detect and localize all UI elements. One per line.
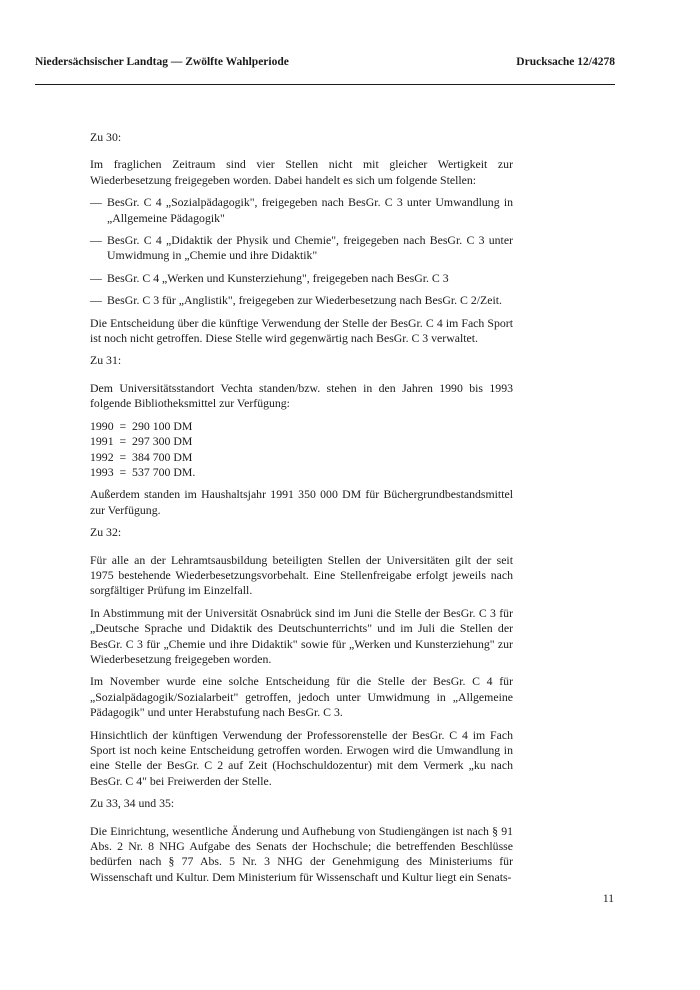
section-heading: Zu 33, 34 und 35: xyxy=(90,796,175,811)
dash-list-item xyxy=(90,293,513,308)
paragraph: Außerdem standen im Haushaltsjahr 1991 350 000 DM für Büchergrundbestandsmittel zur Verfügung. xyxy=(90,487,513,517)
paragraph: Im November wurde eine solche Entscheidung für die Stelle der BesGr. C 4 für „Sozialpädagogik/Sozialarbeit" getroffen, jedoch unter Umwidmung in „Allgemeine Pädagogik" und unter Herabstufung nach BesGr. C 3. xyxy=(90,674,513,720)
page-number: 11 xyxy=(602,893,614,905)
dash-list-item-text: BesGr. C 4 „Werken und Kunsterziehung", freigegeben nach BesGr. C 3 xyxy=(107,270,449,285)
section-heading: Zu 30: xyxy=(90,130,122,144)
paragraph: Dem Universitätsstandort Vechta standen/bzw. stehen in den Jahren 1990 bis 1993 folgende Bibliotheksmittel zur Verfügung: xyxy=(90,380,513,411)
page-header xyxy=(35,56,615,68)
document-body xyxy=(90,130,513,892)
dash-list-item-text: BesGr. C 3 für „Anglistik", freigegeben zur Wiederbesetzung nach BesGr. C 2/Zeit. xyxy=(107,293,502,308)
header-rule xyxy=(35,84,615,85)
paragraph: Im fraglichen Zeitraum sind vier Stellen nicht mit gleicher Wertigkeit zur Wiederbesetzung freigegeben worden. Dabei handelt es sich um folgende Stellen: xyxy=(90,157,513,187)
dash-list-item xyxy=(90,195,513,226)
section-heading: Zu 32: xyxy=(90,525,122,540)
paragraph: Die Entscheidung über die künftige Verwendung der Stelle der BesGr. C 4 im Fach Sport ist noch nicht getroffen. Diese Stelle wird gegenwärtig nach BesGr. C 3 verwaltet. xyxy=(90,315,513,346)
paragraph: Für alle an der Lehramtsausbildung beteiligten Stellen der Universitäten gilt der seit 1975 bestehende Wiederbesetzungsvorbehalt. Eine Stellenfreigabe erfolgt jeweils nach sorgfältiger Prüfung im Einzelfall. xyxy=(90,552,513,598)
dash-bullet-icon: — xyxy=(90,195,102,210)
paragraph: Hinsichtlich der künftigen Verwendung der Professorenstelle der BesGr. C 4 im Fach Sport ist noch keine Entscheidung getroffen worden. Erwogen wird die Umwandlung in eine Stelle der BesGr. C 2 auf Zeit (Hochschuldozentur) mit dem Vermerk „ku nach BesGr. C 4" bei Freiwerden der Stelle. xyxy=(90,727,513,788)
dash-list-item xyxy=(90,271,513,286)
library-funds-line: 1990 = 290 100 DM xyxy=(90,418,193,433)
section-heading: Zu 31: xyxy=(90,353,122,368)
paragraph: In Abstimmung mit der Universität Osnabrück sind im Juni die Stelle der BesGr. C 3 für „Deutsche Sprache und Didaktik des Deutschunterrichts" und im Juli die Stellen der BesGr. C 3 für „Chemie und ihre Didaktik" sowie für „Werken und Kunsterziehung" zur Wiederbesetzung freigegeben worden. xyxy=(90,605,513,666)
header-document-number: Drucksache 12/4278 xyxy=(516,56,615,68)
library-funds-line: 1991 = 297 300 DM xyxy=(90,434,193,449)
dash-bullet-icon: — xyxy=(90,270,102,285)
library-funds-line: 1992 = 384 700 DM xyxy=(90,449,193,464)
dash-bullet-icon: — xyxy=(90,293,102,308)
dash-list-item-text: BesGr. C 4 „Sozialpädagogik", freigegeben nach BesGr. C 3 unter Umwandlung in „Allgemeine Pädagogik" xyxy=(107,195,513,225)
library-funds-list xyxy=(90,419,513,481)
library-funds-line: 1993 = 537 700 DM. xyxy=(90,464,196,479)
dash-bullet-icon: — xyxy=(90,233,102,248)
dash-list-item xyxy=(90,233,513,264)
header-title: Niedersächsischer Landtag — Zwölfte Wahlperiode xyxy=(35,56,289,68)
dash-list-item-text: BesGr. C 4 „Didaktik der Physik und Chemie", freigegeben nach BesGr. C 3 unter Umwidmung in „Chemie und ihre Didaktik" xyxy=(107,233,513,263)
paragraph: Die Einrichtung, wesentliche Änderung und Aufhebung von Studiengängen ist nach § 91 Abs. 2 Nr. 8 NHG Aufgabe des Senats der Hochschule; die betreffenden Beschlüsse bedürfen nach § 77 Abs. 5 Nr. 3 NHG der Genehmigung des Ministeriums für Wissenschaft und Kultur. Dem Ministerium für Wissenschaft und Kultur liegt ein Senats- xyxy=(90,823,513,884)
